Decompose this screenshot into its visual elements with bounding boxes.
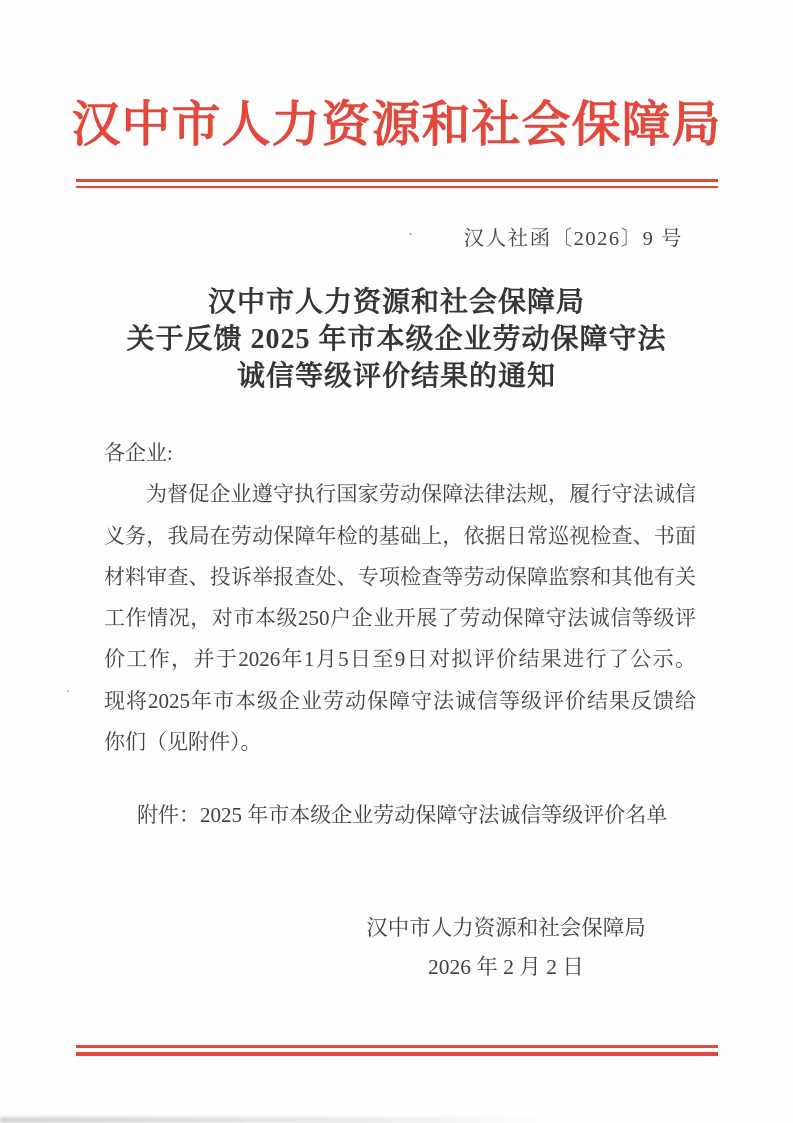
body-line: 工作情况，对市本级250户企业开展了劳动保障守法诚信等级评 <box>104 606 696 631</box>
document-body <box>104 433 696 763</box>
letterhead-double-rule <box>76 179 718 188</box>
body-line: 为督促企业遵守执行国家劳动保障法律法规，履行守法诚信 <box>146 482 696 507</box>
signature-agency: 汉中市人力资源和社会保障局 <box>366 916 646 940</box>
body-line: 材料审查、投诉举报查处、专项检查等劳动保障监察和其他有关 <box>104 564 696 589</box>
salutation: 各企业: <box>104 441 173 465</box>
signature-block <box>366 909 646 987</box>
scan-noise-speck <box>409 233 412 235</box>
letterhead-agency-title: 汉中市人力资源和社会保障局 <box>71 97 722 152</box>
signature-date: 2026 年 2 月 2 日 <box>428 955 584 979</box>
scan-noise-speck <box>67 690 69 692</box>
body-line: 义务，我局在劳动保障年检的基础上，依据日常巡视检查、书面 <box>104 523 696 548</box>
rule-line-thick <box>76 1052 718 1056</box>
attachment-line: 附件：2025 年市本级企业劳动保障守法诚信等级评价名单 <box>137 803 668 827</box>
footer-double-rule <box>76 1045 718 1056</box>
title-line-2: 关于反馈 2025 年市本级企业劳动保障守法 <box>126 324 667 355</box>
rule-line-thin <box>76 186 718 189</box>
title-line-3: 诚信等级评价结果的通知 <box>236 361 556 392</box>
body-line: 价工作，并于2026年1月5日至9日对拟评价结果进行了公示。 <box>104 647 696 672</box>
body-line: 现将2025年市本级企业劳动保障守法诚信等级评价结果反馈给 <box>104 688 696 713</box>
body-line-last: 你们（见附件）。 <box>104 730 262 755</box>
document-reference-number: 汉人社函〔2026〕9 号 <box>463 228 683 250</box>
scan-edge-artifact <box>0 1117 560 1123</box>
title-line-1: 汉中市人力资源和社会保障局 <box>207 287 585 318</box>
document-title <box>0 284 793 395</box>
